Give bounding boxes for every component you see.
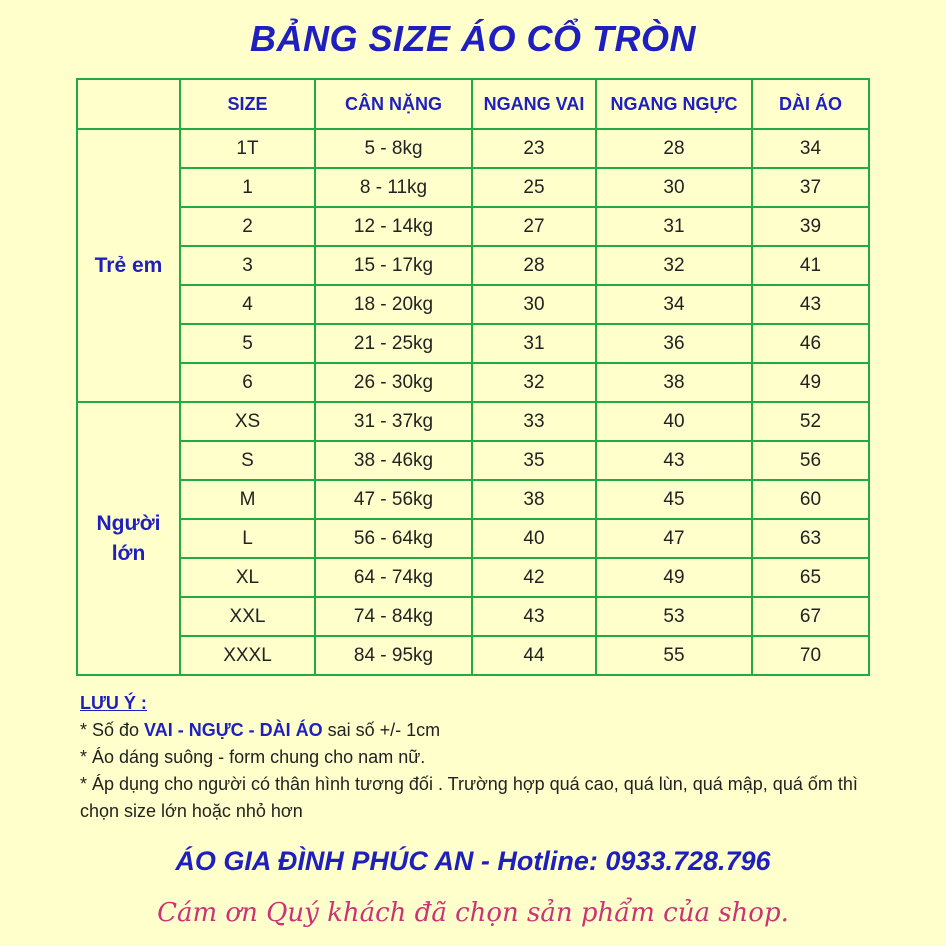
cell-length: 52 bbox=[752, 402, 869, 441]
cell-size: 2 bbox=[180, 207, 315, 246]
cell-weight: 56 - 64kg bbox=[315, 519, 472, 558]
cell-length: 39 bbox=[752, 207, 869, 246]
cell-weight: 84 - 95kg bbox=[315, 636, 472, 675]
table-row bbox=[77, 246, 869, 285]
cell-size: XS bbox=[180, 402, 315, 441]
cell-chest: 34 bbox=[596, 285, 752, 324]
cell-weight: 5 - 8kg bbox=[315, 129, 472, 168]
cell-chest: 53 bbox=[596, 597, 752, 636]
cell-size: M bbox=[180, 480, 315, 519]
cell-shoulder: 23 bbox=[472, 129, 596, 168]
cell-chest: 38 bbox=[596, 363, 752, 402]
cell-chest: 55 bbox=[596, 636, 752, 675]
cell-size: XXXL bbox=[180, 636, 315, 675]
cell-length: 46 bbox=[752, 324, 869, 363]
cell-shoulder: 42 bbox=[472, 558, 596, 597]
cell-size: 1T bbox=[180, 129, 315, 168]
cell-size: 5 bbox=[180, 324, 315, 363]
note-3: * Áp dụng cho người có thân hình tương đối . Trường hợp quá cao, quá lùn, quá mập, quá ốm thì chọn size lớn hoặc nhỏ hơn bbox=[80, 774, 858, 821]
table-header-row bbox=[77, 79, 869, 129]
cell-size: S bbox=[180, 441, 315, 480]
group-label-adults: Người lớn bbox=[77, 402, 180, 675]
header-weight: CÂN NẶNG bbox=[315, 79, 472, 129]
cell-chest: 43 bbox=[596, 441, 752, 480]
note-1: * Số đo VAI - NGỰC - DÀI ÁO sai số +/- 1cm bbox=[80, 720, 441, 740]
table-row bbox=[77, 441, 869, 480]
cell-size: L bbox=[180, 519, 315, 558]
cell-shoulder: 31 bbox=[472, 324, 596, 363]
table-row bbox=[77, 402, 869, 441]
header-shoulder: NGANG VAI bbox=[472, 79, 596, 129]
table-row bbox=[77, 207, 869, 246]
cell-weight: 38 - 46kg bbox=[315, 441, 472, 480]
notes-heading: LƯU Ý : bbox=[80, 693, 147, 713]
table-row bbox=[77, 363, 869, 402]
page-title: BẢNG SIZE ÁO CỔ TRÒN bbox=[249, 18, 696, 59]
cell-shoulder: 43 bbox=[472, 597, 596, 636]
cell-weight: 8 - 11kg bbox=[315, 168, 472, 207]
cell-size: 1 bbox=[180, 168, 315, 207]
cell-shoulder: 44 bbox=[472, 636, 596, 675]
cell-shoulder: 32 bbox=[472, 363, 596, 402]
cell-length: 41 bbox=[752, 246, 869, 285]
cell-size: 4 bbox=[180, 285, 315, 324]
cell-size: 3 bbox=[180, 246, 315, 285]
thank-you-message: Cám ơn Quý khách đã chọn sản phẩm của shop. bbox=[157, 898, 789, 928]
cell-length: 60 bbox=[752, 480, 869, 519]
cell-length: 56 bbox=[752, 441, 869, 480]
cell-chest: 31 bbox=[596, 207, 752, 246]
cell-shoulder: 38 bbox=[472, 480, 596, 519]
cell-size: 6 bbox=[180, 363, 315, 402]
cell-shoulder: 35 bbox=[472, 441, 596, 480]
cell-length: 67 bbox=[752, 597, 869, 636]
cell-shoulder: 33 bbox=[472, 402, 596, 441]
table-row bbox=[77, 324, 869, 363]
cell-shoulder: 27 bbox=[472, 207, 596, 246]
header-length: DÀI ÁO bbox=[752, 79, 869, 129]
cell-weight: 47 - 56kg bbox=[315, 480, 472, 519]
cell-chest: 36 bbox=[596, 324, 752, 363]
table-row bbox=[77, 597, 869, 636]
cell-chest: 28 bbox=[596, 129, 752, 168]
cell-shoulder: 30 bbox=[472, 285, 596, 324]
note-2: * Áo dáng suông - form chung cho nam nữ. bbox=[80, 747, 426, 767]
cell-chest: 32 bbox=[596, 246, 752, 285]
group-label-children: Trẻ em bbox=[77, 129, 180, 402]
cell-weight: 21 - 25kg bbox=[315, 324, 472, 363]
cell-chest: 45 bbox=[596, 480, 752, 519]
cell-length: 37 bbox=[752, 168, 869, 207]
cell-length: 34 bbox=[752, 129, 869, 168]
cell-length: 70 bbox=[752, 636, 869, 675]
cell-chest: 30 bbox=[596, 168, 752, 207]
table-row bbox=[77, 558, 869, 597]
notes bbox=[80, 690, 880, 825]
cell-weight: 26 - 30kg bbox=[315, 363, 472, 402]
brand-hotline: ÁO GIA ĐÌNH PHÚC AN - Hotline: 0933.728.796 bbox=[175, 846, 771, 876]
cell-chest: 47 bbox=[596, 519, 752, 558]
table-row bbox=[77, 480, 869, 519]
cell-weight: 18 - 20kg bbox=[315, 285, 472, 324]
header-empty bbox=[77, 79, 180, 129]
cell-length: 63 bbox=[752, 519, 869, 558]
cell-weight: 31 - 37kg bbox=[315, 402, 472, 441]
cell-weight: 74 - 84kg bbox=[315, 597, 472, 636]
cell-weight: 15 - 17kg bbox=[315, 246, 472, 285]
cell-shoulder: 40 bbox=[472, 519, 596, 558]
table-row bbox=[77, 636, 869, 675]
cell-shoulder: 28 bbox=[472, 246, 596, 285]
cell-shoulder: 25 bbox=[472, 168, 596, 207]
table-row bbox=[77, 519, 869, 558]
cell-weight: 12 - 14kg bbox=[315, 207, 472, 246]
cell-length: 43 bbox=[752, 285, 869, 324]
size-table bbox=[76, 78, 870, 676]
cell-weight: 64 - 74kg bbox=[315, 558, 472, 597]
cell-length: 65 bbox=[752, 558, 869, 597]
cell-length: 49 bbox=[752, 363, 869, 402]
cell-chest: 40 bbox=[596, 402, 752, 441]
header-chest: NGANG NGỰC bbox=[596, 79, 752, 129]
header-size: SIZE bbox=[180, 79, 315, 129]
cell-chest: 49 bbox=[596, 558, 752, 597]
cell-size: XXL bbox=[180, 597, 315, 636]
table-row bbox=[77, 168, 869, 207]
cell-size: XL bbox=[180, 558, 315, 597]
table-row bbox=[77, 285, 869, 324]
table-row bbox=[77, 129, 869, 168]
